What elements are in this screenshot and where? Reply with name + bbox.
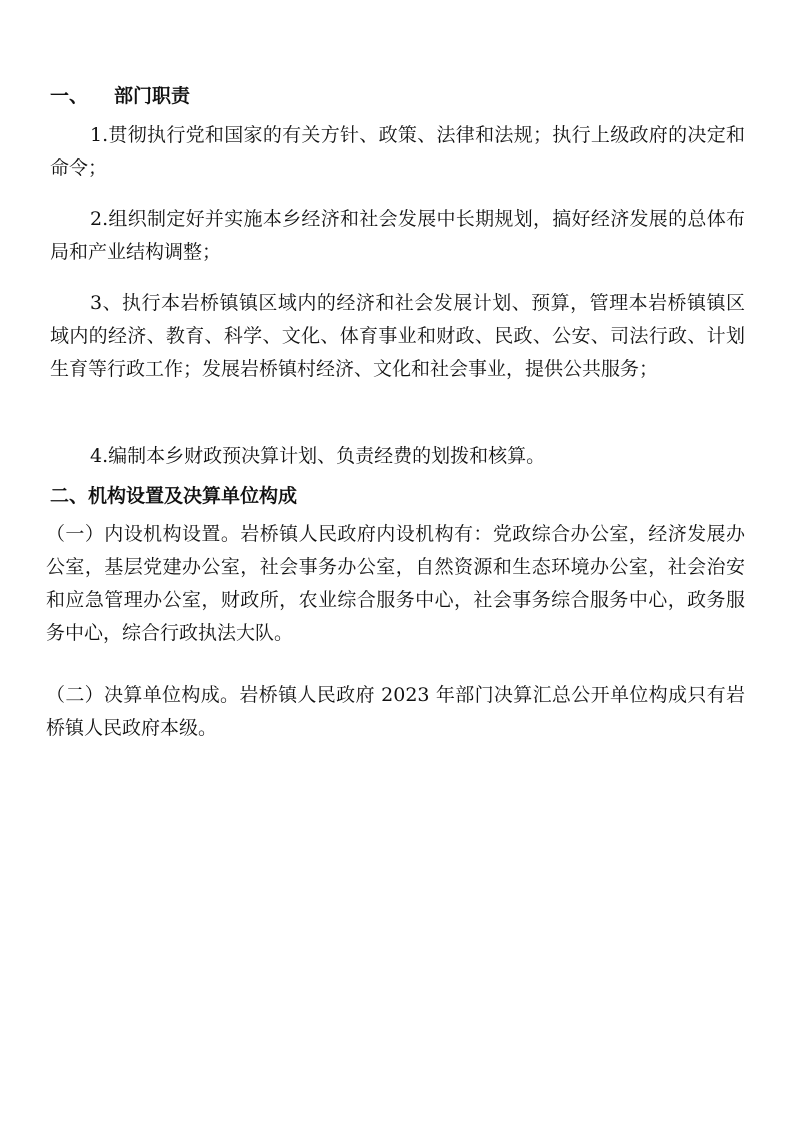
duty-item-4: 4.编制本乡财政预决算计划、负责经费的划拨和核算。 <box>90 445 546 467</box>
budget-unit-paragraph: （二）决算单位构成。岩桥镇人民政府 2023 年部门决算汇总公开单位构成只有岩桥镇人民政府本级。 <box>46 684 745 739</box>
section1-title: 部门职责 <box>114 85 191 107</box>
internal-structure-paragraph: （一）内设机构设置。岩桥镇人民政府内设机构有：党政综合办公室，经济发展办公室，基层党建办公室，社会事务办公室，自然资源和生态环境办公室，社会治安和应急管理办公室，财政所，农业综合服务中心，社会事务综合服务中心，政务服务中心，综合行政执法大队。 <box>46 523 745 644</box>
duty-item-3: 3、执行本岩桥镇镇区域内的经济和社会发展计划、预算，管理本岩桥镇镇区域内的经济、教育、科学、文化、体育事业和财政、民政、公安、司法行政、计划生育等行政工作；发展岩桥镇村经济、文化和社会事业，提供公共服务； <box>50 292 745 380</box>
section1-heading <box>50 82 190 110</box>
duty-item-2: 2.组织制定好并实施本乡经济和社会发展中长期规划，搞好经济发展的总体布局和产业结构调整； <box>50 208 745 263</box>
section2-heading: 二、机构设置及决算单位构成 <box>50 485 298 507</box>
duty-item-1: 1.贯彻执行党和国家的有关方针、政策、法律和法规；执行上级政府的决定和命令； <box>50 124 745 179</box>
section1-number: 一、 <box>50 85 89 107</box>
